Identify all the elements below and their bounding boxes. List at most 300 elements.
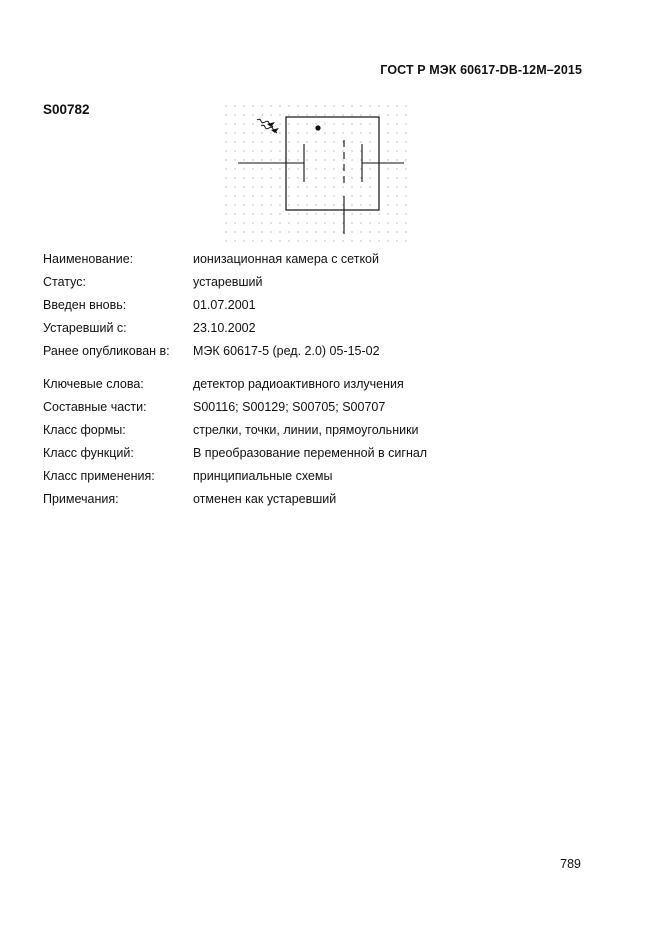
- grid-dot: [297, 141, 298, 142]
- grid-dot: [360, 105, 361, 106]
- grid-dot: [396, 204, 397, 205]
- grid-dot: [234, 150, 235, 151]
- grid-dot: [225, 132, 226, 133]
- grid-dot: [270, 159, 271, 160]
- grid-dot: [225, 123, 226, 124]
- field-row: [43, 445, 583, 468]
- grid-dot: [279, 195, 280, 196]
- grid-dot: [396, 231, 397, 232]
- grid-dot: [234, 114, 235, 115]
- grid-dot: [306, 177, 307, 178]
- grid-dot: [252, 132, 253, 133]
- grid-dot: [225, 213, 226, 214]
- grid-dot: [279, 168, 280, 169]
- grid-dot: [387, 141, 388, 142]
- grid-dot: [270, 168, 271, 169]
- grid-dot: [297, 159, 298, 160]
- grid-dot: [333, 114, 334, 115]
- grid-dot: [234, 186, 235, 187]
- grid-dot: [288, 159, 289, 160]
- grid-dot: [234, 222, 235, 223]
- grid-dot: [360, 186, 361, 187]
- grid-dot: [333, 240, 334, 241]
- field-row: [43, 491, 583, 514]
- field-value: В преобразование переменной в сигнал: [193, 446, 428, 460]
- grid-dot: [297, 213, 298, 214]
- grid-dot: [225, 240, 226, 241]
- grid-dot: [297, 222, 298, 223]
- grid-dot: [342, 222, 343, 223]
- grid-dot: [342, 240, 343, 241]
- grid-dot: [279, 186, 280, 187]
- grid-dot: [369, 204, 370, 205]
- grid-dot: [333, 213, 334, 214]
- grid-dot: [342, 123, 343, 124]
- grid-dot: [261, 168, 262, 169]
- grid-dot: [360, 213, 361, 214]
- grid-dot: [297, 114, 298, 115]
- field-key: Класс функций:: [43, 446, 134, 460]
- grid-dot: [306, 159, 307, 160]
- arrowhead-2: [271, 128, 279, 133]
- grid-dot: [360, 177, 361, 178]
- grid-dot: [360, 168, 361, 169]
- grid-dot: [369, 186, 370, 187]
- grid-dot: [279, 159, 280, 160]
- grid-dot: [360, 123, 361, 124]
- grid-dot: [351, 150, 352, 151]
- grid-dot: [243, 186, 244, 187]
- grid-dot: [315, 123, 316, 124]
- grid-dot: [324, 123, 325, 124]
- grid-dot: [405, 177, 406, 178]
- grid-dot: [342, 105, 343, 106]
- grid-dot: [396, 114, 397, 115]
- field-row: [43, 320, 583, 343]
- grid-dot: [279, 105, 280, 106]
- grid-dot: [396, 150, 397, 151]
- grid-dot: [225, 159, 226, 160]
- grid-dot: [396, 222, 397, 223]
- field-value: МЭК 60617-5 (ред. 2.0) 05-15-02: [193, 344, 380, 358]
- group-spacer: [43, 366, 583, 376]
- grid-dot: [405, 195, 406, 196]
- field-value: 01.07.2001: [193, 298, 256, 312]
- grid-dot: [234, 204, 235, 205]
- grid-dot: [315, 240, 316, 241]
- grid-dot: [324, 240, 325, 241]
- grid-dot: [369, 240, 370, 241]
- grid-dot: [297, 132, 298, 133]
- grid-dot: [252, 213, 253, 214]
- grid-dot: [360, 141, 361, 142]
- grid-dot: [297, 177, 298, 178]
- field-key: Устаревший с:: [43, 321, 127, 335]
- grid-dot: [333, 195, 334, 196]
- grid-dot: [243, 222, 244, 223]
- grid-dot: [279, 231, 280, 232]
- page-number: 789: [560, 857, 581, 871]
- grid-dot: [333, 186, 334, 187]
- grid-dot: [297, 240, 298, 241]
- grid-dot: [405, 168, 406, 169]
- arrowhead-1: [267, 122, 275, 127]
- grid-dot: [333, 177, 334, 178]
- grid-dot: [369, 231, 370, 232]
- gas-dot: [315, 125, 320, 130]
- field-row: [43, 343, 583, 366]
- grid-dot: [288, 186, 289, 187]
- grid-dot: [270, 186, 271, 187]
- grid-dot: [234, 240, 235, 241]
- grid-dot: [234, 177, 235, 178]
- grid-dot: [315, 204, 316, 205]
- grid-dot: [405, 150, 406, 151]
- grid-dot: [387, 222, 388, 223]
- grid-dot: [333, 123, 334, 124]
- grid-dot: [243, 105, 244, 106]
- grid-dot: [333, 132, 334, 133]
- grid-dot: [270, 114, 271, 115]
- grid-dot: [288, 177, 289, 178]
- grid-dot: [261, 240, 262, 241]
- grid-dot: [351, 204, 352, 205]
- field-value: детектор радиоактивного излучения: [193, 377, 404, 391]
- grid-dot: [360, 159, 361, 160]
- grid-dot: [315, 159, 316, 160]
- grid-dot: [387, 186, 388, 187]
- grid-dot: [351, 159, 352, 160]
- grid-dot: [405, 123, 406, 124]
- grid-dot: [261, 186, 262, 187]
- grid-dot: [369, 105, 370, 106]
- grid-dot: [342, 114, 343, 115]
- grid-dot: [324, 213, 325, 214]
- grid-dot: [405, 141, 406, 142]
- grid-dot: [378, 231, 379, 232]
- grid-dot: [324, 150, 325, 151]
- grid-dot: [315, 213, 316, 214]
- symbol-code: S00782: [43, 102, 90, 117]
- field-key: Наименование:: [43, 252, 134, 266]
- grid-dot: [225, 105, 226, 106]
- grid-dot: [252, 240, 253, 241]
- grid-dot: [261, 114, 262, 115]
- grid-dot: [378, 222, 379, 223]
- grid-dot: [387, 105, 388, 106]
- grid-dot: [270, 204, 271, 205]
- grid-dot: [225, 114, 226, 115]
- grid-dot: [315, 132, 316, 133]
- grid-dot: [297, 195, 298, 196]
- field-key: Статус:: [43, 275, 86, 289]
- grid-dot: [360, 132, 361, 133]
- grid-dot: [279, 114, 280, 115]
- grid-dot: [342, 150, 343, 151]
- grid-dot: [261, 231, 262, 232]
- field-key: Ключевые слова:: [43, 377, 144, 391]
- grid-dot: [225, 177, 226, 178]
- grid-dot: [405, 204, 406, 205]
- grid-dot: [297, 168, 298, 169]
- grid-dot: [306, 240, 307, 241]
- grid-dot: [243, 114, 244, 115]
- grid-dot: [297, 150, 298, 151]
- grid-dot: [360, 231, 361, 232]
- grid-dot: [369, 177, 370, 178]
- field-key: Введен вновь:: [43, 298, 127, 312]
- grid-dot: [369, 213, 370, 214]
- grid-dot: [306, 213, 307, 214]
- grid-dot: [342, 213, 343, 214]
- grid-dot: [387, 123, 388, 124]
- grid-dot: [342, 159, 343, 160]
- field-value: отменен как устаревший: [193, 492, 337, 506]
- grid-dot: [387, 231, 388, 232]
- grid-dot: [225, 222, 226, 223]
- grid-dot: [351, 186, 352, 187]
- grid-dot: [387, 204, 388, 205]
- grid-dot: [306, 231, 307, 232]
- grid-dot: [315, 168, 316, 169]
- grid-dot: [306, 222, 307, 223]
- grid-dot: [306, 114, 307, 115]
- grid-dot: [342, 177, 343, 178]
- field-row: [43, 297, 583, 320]
- grid-dot: [288, 213, 289, 214]
- grid-dot: [387, 168, 388, 169]
- grid-dot: [387, 132, 388, 133]
- document-header: ГОСТ Р МЭК 60617-DB-12M–2015: [380, 63, 582, 77]
- grid-dot: [378, 213, 379, 214]
- grid-dot: [243, 168, 244, 169]
- grid-dot: [252, 222, 253, 223]
- grid-dot: [270, 132, 271, 133]
- field-value: стрелки, точки, линии, прямоугольники: [193, 423, 419, 437]
- grid-dot: [351, 222, 352, 223]
- grid-dot: [360, 114, 361, 115]
- grid-dot: [234, 123, 235, 124]
- grid-dot: [270, 231, 271, 232]
- grid-dot: [333, 204, 334, 205]
- grid-dot: [405, 213, 406, 214]
- grid-dot: [261, 177, 262, 178]
- grid-dot: [378, 105, 379, 106]
- grid-dot: [387, 150, 388, 151]
- grid-dot: [279, 204, 280, 205]
- grid-dot: [243, 141, 244, 142]
- grid-dot: [315, 141, 316, 142]
- grid-dot: [396, 105, 397, 106]
- grid-dot: [360, 222, 361, 223]
- grid-dot: [261, 150, 262, 151]
- grid-dot: [405, 240, 406, 241]
- grid-dot: [252, 114, 253, 115]
- field-value: устаревший: [193, 275, 263, 289]
- grid-dot: [306, 150, 307, 151]
- grid-dot: [315, 105, 316, 106]
- field-value: S00116; S00129; S00705; S00707: [193, 400, 386, 414]
- grid-dot: [243, 204, 244, 205]
- grid-dot: [234, 168, 235, 169]
- grid-dot: [405, 186, 406, 187]
- grid-dot: [288, 105, 289, 106]
- grid-dot: [324, 195, 325, 196]
- grid-dot: [243, 240, 244, 241]
- grid-dot: [315, 150, 316, 151]
- grid-dot: [261, 222, 262, 223]
- grid-dot: [288, 168, 289, 169]
- grid-dot: [243, 132, 244, 133]
- grid-dot: [387, 177, 388, 178]
- grid-dot: [225, 204, 226, 205]
- grid-dot: [234, 159, 235, 160]
- grid-dot: [252, 204, 253, 205]
- field-row: [43, 399, 583, 422]
- grid-dot: [369, 132, 370, 133]
- grid-dot: [297, 186, 298, 187]
- grid-dot: [288, 132, 289, 133]
- grid-dot: [342, 204, 343, 205]
- grid-dot: [405, 132, 406, 133]
- grid-dot: [225, 150, 226, 151]
- grid-dot: [351, 240, 352, 241]
- grid-dot: [396, 159, 397, 160]
- grid-dot: [270, 195, 271, 196]
- grid-dot: [342, 186, 343, 187]
- grid-dot: [252, 177, 253, 178]
- grid-dot: [360, 195, 361, 196]
- grid-dot: [396, 123, 397, 124]
- grid-dot: [270, 240, 271, 241]
- grid-dot: [333, 231, 334, 232]
- grid-dot: [252, 186, 253, 187]
- grid-dot: [306, 123, 307, 124]
- grid-dot: [378, 240, 379, 241]
- grid-dot: [234, 195, 235, 196]
- grid-dot: [378, 114, 379, 115]
- field-value: ионизационная камера с сеткой: [193, 252, 379, 266]
- grid-dot: [261, 213, 262, 214]
- grid-dot: [234, 141, 235, 142]
- grid-dot: [369, 141, 370, 142]
- grid-dot: [288, 195, 289, 196]
- grid-dot: [306, 204, 307, 205]
- field-value: принципиальные схемы: [193, 469, 333, 483]
- field-key: Ранее опубликован в:: [43, 344, 170, 358]
- grid-dot: [243, 213, 244, 214]
- grid-dot: [369, 159, 370, 160]
- grid-dot: [288, 150, 289, 151]
- grid-dot: [315, 114, 316, 115]
- grid-dot: [405, 105, 406, 106]
- grid-dot: [351, 105, 352, 106]
- grid-dot: [270, 177, 271, 178]
- grid-dot: [243, 177, 244, 178]
- grid-dot: [243, 123, 244, 124]
- field-key: Примечания:: [43, 492, 119, 506]
- grid-dot: [297, 231, 298, 232]
- grid-dot: [243, 195, 244, 196]
- grid-dot: [252, 150, 253, 151]
- grid-dot: [324, 222, 325, 223]
- grid-dot: [369, 123, 370, 124]
- grid-dot: [324, 204, 325, 205]
- grid-dot: [297, 204, 298, 205]
- grid-dot: [270, 213, 271, 214]
- grid-dot: [297, 105, 298, 106]
- grid-dot: [405, 231, 406, 232]
- grid-dot: [342, 141, 343, 142]
- grid-dot: [252, 159, 253, 160]
- grid-dot: [369, 195, 370, 196]
- grid-dot: [324, 159, 325, 160]
- field-key: Составные части:: [43, 400, 147, 414]
- grid-dot: [270, 150, 271, 151]
- grid-dot: [333, 105, 334, 106]
- grid-dot: [225, 141, 226, 142]
- grid-dot: [369, 168, 370, 169]
- grid-dot: [333, 222, 334, 223]
- ionization-chamber-symbol-icon: [220, 100, 420, 250]
- grid-dot: [243, 159, 244, 160]
- grid-dot: [405, 159, 406, 160]
- grid-dot: [333, 150, 334, 151]
- grid-dot: [279, 132, 280, 133]
- field-key: Класс применения:: [43, 469, 155, 483]
- grid-dot: [342, 132, 343, 133]
- grid-dot: [306, 168, 307, 169]
- grid-dot: [279, 240, 280, 241]
- grid-dot: [306, 195, 307, 196]
- grid-dot: [234, 105, 235, 106]
- grid-dot: [234, 231, 235, 232]
- grid-dot: [225, 168, 226, 169]
- grid-dot: [396, 240, 397, 241]
- grid-dot: [333, 168, 334, 169]
- grid-dot: [387, 114, 388, 115]
- grid-dot: [351, 168, 352, 169]
- grid-dot: [261, 204, 262, 205]
- grid-dot: [315, 222, 316, 223]
- grid-dot: [324, 186, 325, 187]
- grid-dot: [252, 168, 253, 169]
- grid-dot: [324, 177, 325, 178]
- grid-dot: [288, 204, 289, 205]
- grid-dot: [396, 168, 397, 169]
- grid-dot: [234, 213, 235, 214]
- grid-dot: [279, 177, 280, 178]
- grid-dot: [288, 123, 289, 124]
- grid-dot: [306, 132, 307, 133]
- grid-dot: [279, 213, 280, 214]
- grid-dot: [225, 195, 226, 196]
- grid-dot: [351, 195, 352, 196]
- grid-dot: [279, 222, 280, 223]
- grid-dot: [315, 195, 316, 196]
- grid-dot: [288, 231, 289, 232]
- grid-dot: [342, 231, 343, 232]
- grid-dot: [234, 132, 235, 133]
- grid-dot: [324, 132, 325, 133]
- grid-dot: [360, 204, 361, 205]
- grid-dot: [261, 141, 262, 142]
- grid-dot: [360, 240, 361, 241]
- grid-dot: [369, 114, 370, 115]
- field-row: [43, 251, 583, 274]
- grid-dot: [288, 240, 289, 241]
- grid-dot: [369, 222, 370, 223]
